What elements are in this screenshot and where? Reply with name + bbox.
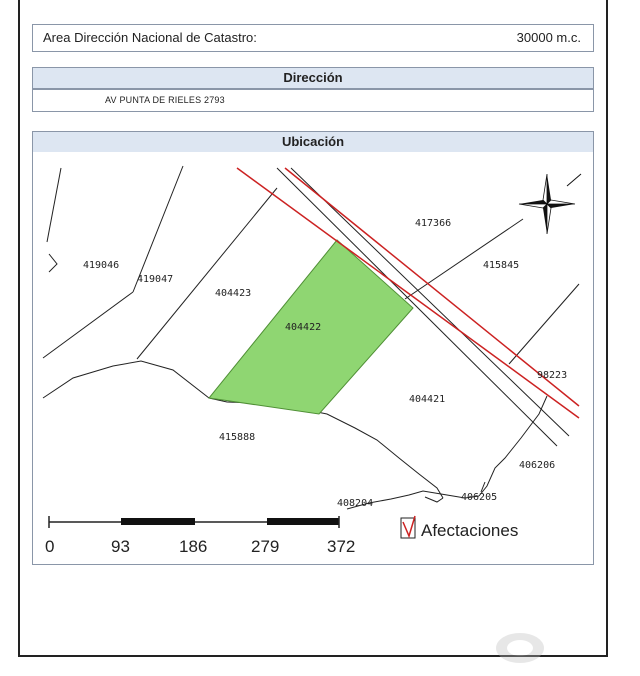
parcel-label: 404422: [285, 322, 322, 333]
area-row: [32, 24, 594, 52]
parcel-label: 404423: [215, 288, 252, 299]
parcel-label: 417366: [415, 218, 452, 229]
parcel-label: 415888: [219, 432, 256, 443]
parcel-label: 408204: [337, 498, 374, 509]
parcel-label: 419047: [137, 274, 174, 285]
scale-tick-label: 0: [45, 537, 55, 556]
ubicacion-header: Ubicación: [32, 131, 594, 153]
location-map: [32, 152, 594, 565]
direccion-header: Dirección: [32, 67, 594, 89]
scale-tick-label: 93: [111, 537, 130, 556]
direccion-body: [32, 89, 594, 112]
parcel-label: 406206: [519, 460, 556, 471]
parcel-label: 98223: [537, 370, 568, 381]
cadastral-map: [33, 152, 593, 564]
watermark-logo-icon: [494, 630, 546, 666]
parcel-label: 404421: [409, 394, 446, 405]
north-arrow-icon: [519, 174, 581, 234]
area-value: 30000 m.c.: [516, 30, 581, 45]
scale-tick-label: 186: [179, 537, 208, 556]
parcel-label: 419046: [83, 260, 120, 271]
scale-tick-label: 279: [251, 537, 280, 556]
parcel-label: 415845: [483, 260, 520, 271]
parcel-label: 406205: [461, 492, 498, 503]
legend-label: Afectaciones: [421, 521, 519, 540]
address-text: AV PUNTA DE RIELES 2793: [105, 95, 225, 105]
area-label: Area Dirección Nacional de Catastro:: [43, 30, 257, 45]
legend-afectaciones: [401, 516, 518, 540]
scale-tick-label: 372: [327, 537, 356, 556]
scale-bar: [49, 516, 339, 528]
